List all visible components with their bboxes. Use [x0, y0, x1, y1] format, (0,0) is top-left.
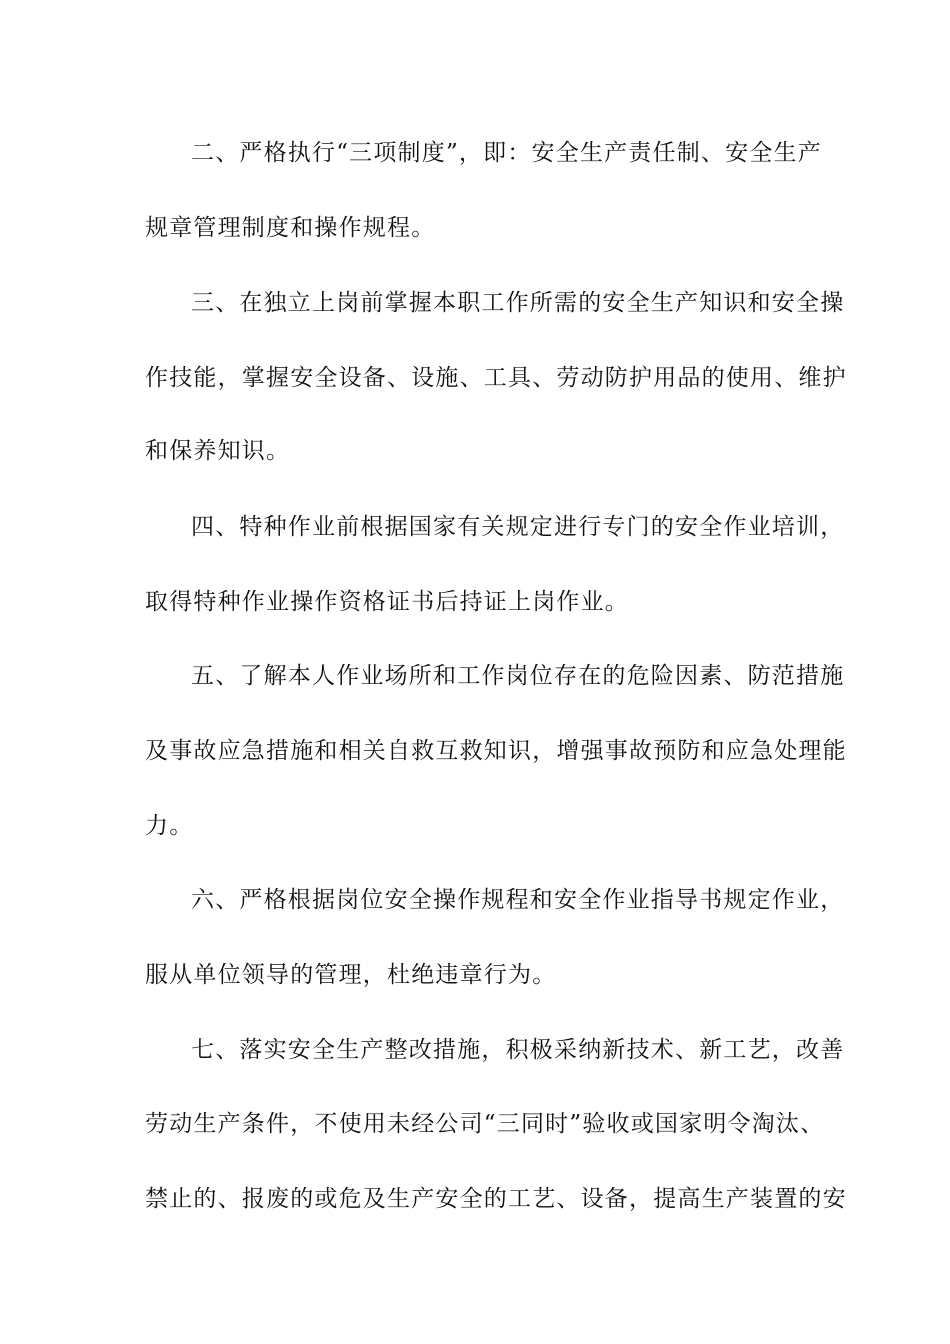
paragraph-5-line-2: 及事故应急措施和相关自救互救知识，增强事故预防和应急处理能	[145, 738, 847, 764]
paragraph-6-line-1: 六、严格根据岗位安全操作规程和安全作业指导书规定作业，	[191, 887, 845, 913]
paragraph-3-line-1: 三、在独立上岗前掌握本职工作所需的安全生产知识和安全操	[191, 290, 845, 316]
paragraph-7-line-3: 禁止的、报废的或危及生产安全的工艺、设备，提高生产装置的安	[145, 1186, 847, 1212]
paragraph-2-line-2: 规章管理制度和操作规程。	[145, 215, 436, 241]
paragraph-7-line-2: 劳动生产条件，不使用未经公司“三同时”验收或国家明令淘汰、	[145, 1111, 825, 1137]
paragraph-2-line-1: 二、严格执行“三项制度”，即：安全生产责任制、安全生产	[191, 140, 822, 166]
paragraph-4-line-1: 四、特种作业前根据国家有关规定进行专门的安全作业培训，	[191, 514, 845, 540]
paragraph-5-line-1: 五、了解本人作业场所和工作岗位存在的危险因素、防范措施	[191, 663, 845, 689]
paragraph-3-line-2: 作技能，掌握安全设备、设施、工具、劳动防护用品的使用、维护	[145, 365, 847, 391]
paragraph-6-line-2: 服从单位领导的管理，杜绝违章行为。	[145, 962, 557, 988]
paragraph-5-line-3: 力。	[145, 813, 194, 839]
paragraph-4-line-2: 取得特种作业操作资格证书后持证上岗作业。	[145, 589, 629, 615]
paragraph-7-line-1: 七、落实安全生产整改措施，积极采纳新技术、新工艺，改善	[191, 1037, 845, 1063]
paragraph-3-line-3: 和保养知识。	[145, 438, 291, 464]
